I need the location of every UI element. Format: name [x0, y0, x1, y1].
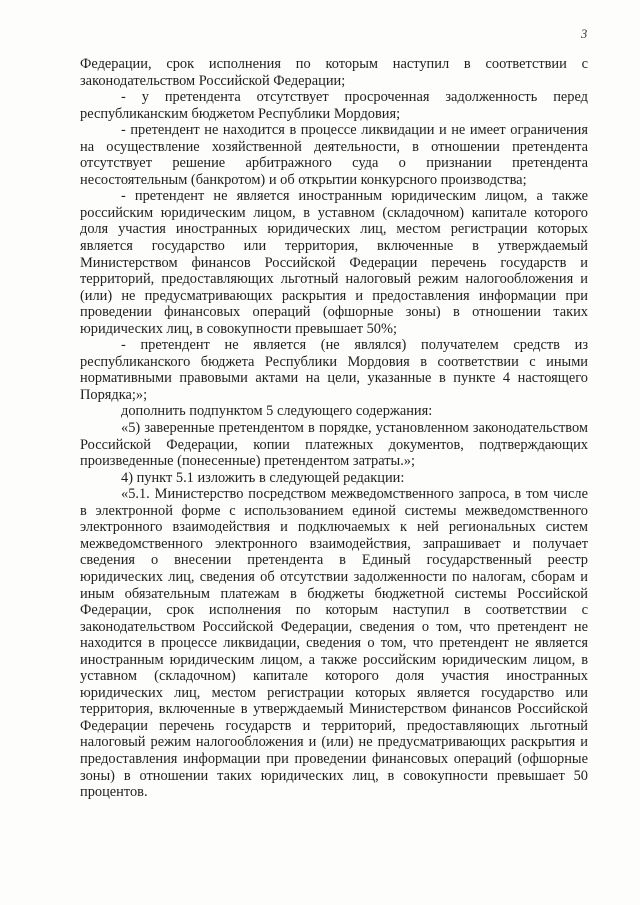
paragraph-not-recipient: - претендент не является (не являлся) получателем средств из республиканского бюджета Республики Мордовия в соответствии с иными нормативными правовыми актами на цели, указанные в пункте 4 настоящего Порядка;»; — [80, 337, 588, 403]
paragraph-item-5-1-text: «5.1. Министерство посредством межведомственного запроса, в том числе в электронной форме с использованием единой системы межведомственного электронного взаимодействия и подключаемых к ней региональных систем межведомственного электронного взаимодействия, запрашивает и получает сведения о внесении претендента в Единый государственный реестр юридических лиц, сведения об отсутствии задолженности по налогам, сборам и иным обязательным платежам в бюджеты бюджетной системы Российской Федерации, срок исполнения по которым наступил в соответствии с законодательством Российской Федерации, сведения о том, что претендент не находится в процессе ликвидации, сведения о том, что претендент не является иностранным юридическим лицом, а также российским юридическим лицом, в уставном (складочном) капитале которого доля участия иностранных юридических лиц, местом регистрации которых является государство или территория, включенные в утверждаемый Министерством финансов Российской Федерации перечень государств и территорий, предоставляющих льготный налоговый режим налогообложения и (или) не предусматривающих раскрытия и предоставления информации при проведении финансовых операций (офшорные зоны) в отношении таких юридических лиц, в совокупности превышает 50 процентов. — [80, 486, 588, 801]
paragraph-subitem-5-text: «5) заверенные претендентом в порядке, установленном законодательством Российской Федерации, копии платежных документов, подтверждающих произведенные (понесенные) претендентом затраты.»; — [80, 420, 588, 470]
paragraph-item-4-heading: 4) пункт 5.1 изложить в следующей редакции: — [121, 469, 405, 486]
document-body — [80, 56, 588, 801]
paragraph-not-foreign-entity: - претендент не является иностранным юридическим лицом, а также российским юридическим лицом, в уставном (складочном) капитале которого доля участия иностранных юридических лиц, местом регистрации которых является государство или территория, включенные в утверждаемый Министерством финансов Российской Федерации перечень государств и территорий, предоставляющих льготный налоговый режим налогообложения и (или) не предусматривающих раскрытия и предоставления информации при проведении финансовых операций (офшорные зоны) в отношении таких юридических лиц, в совокупности превышает 50%; — [80, 188, 588, 337]
paragraph-no-overdue-debt: - у претендента отсутствует просроченная задолженность перед республиканским бюджетом Республики Мордовия; — [80, 89, 588, 122]
paragraph-federation-debt-tail: Федерации, срок исполнения по которым наступил в соответствии с законодательством Российской Федерации; — [80, 56, 588, 89]
paragraph-not-liquidated: - претендент не находится в процессе ликвидации и не имеет ограничения на осуществление хозяйственной деятельности, в отношении претендента отсутствует решение арбитражного суда о признании претендента несостоятельным (банкротом) и об открытии конкурсного производства; — [80, 122, 588, 188]
page-number: 3 — [581, 27, 588, 41]
paragraph-add-subitem-5: дополнить подпунктом 5 следующего содержания: — [121, 403, 433, 420]
